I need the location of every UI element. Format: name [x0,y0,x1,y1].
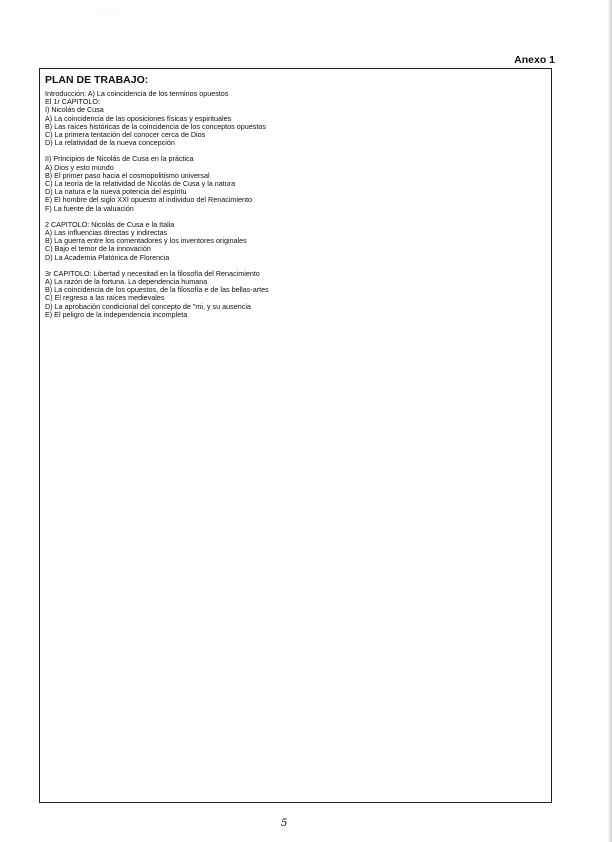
plan-line: D) La Academia Platónica de Florencia [45,252,170,262]
plan-line: El 1r CAPITOLO: [45,97,100,107]
plan-line: A) Las influencias directas y indirectas [45,228,168,238]
plan-box [39,68,552,803]
plan-line: B) La guerra entre los comentadores y los inventores originales [45,236,247,246]
plan-line: C) El regreso a las raíces medievales [45,293,165,303]
plan-line: B) Las raíces históricas de la coincidencia de los conceptos opuestos [45,121,266,131]
plan-line: B) La coincidencia de los opuestos, de la filosofía e de las bellas-artes [45,285,269,295]
plan-line: II) Principios de Nicolás de Cusa en la práctica [45,154,194,164]
plan-section-principles [45,155,545,212]
plan-section-chapter-2 [45,221,545,262]
page-number: 5 [281,818,288,829]
plan-line: D) La relatividad de la nueva concepción [45,138,175,148]
plan-section-chapter-3 [45,270,545,319]
plan-line: Introducción: A) La coincidencia de los terminos opuestos [45,89,229,98]
plan-line: A) La razón de la fortuna. La dependencia humana [45,277,208,287]
plan-line: 3r CAPITOLO: Libertad y necesitad en la filosofía del Renacimiento [45,268,260,278]
annex-label: Anexo 1 [514,54,555,66]
plan-line: F) La fuente de la valuación [45,203,134,213]
plan-section-introduction [45,90,545,147]
plan-line: C) La primera tentación del conocer cerca de Dios [45,130,206,140]
faint-bleed-through-mark: · · · [96,8,119,17]
scan-shadow-edge [608,0,612,842]
plan-line: B) El primer paso hacia el cosmopolitismo universal [45,170,210,180]
plan-line: I) Nicolás de Cusa [45,105,104,115]
plan-line: D) La natura e la nueva potencia del espíritu [45,187,187,197]
plan-title: PLAN DE TRABAJO: [45,74,149,86]
plan-line: E) El peligro de la independencia incompleta [45,309,188,319]
plan-line: A) La coincidencia de las oposiciones físicas y espirituales [45,113,232,123]
plan-line: 2 CAPITOLO: Nicolás de Cusa e la Italia [45,219,175,229]
plan-line: C) La teoría de la relatividad de Nicolás de Cusa y la natura [45,179,236,189]
plan-line: C) Bajo el temor de la innovación [45,244,151,254]
plan-line: D) La aprobación condicional del concepto de "mi, y su ausencia [45,301,251,311]
plan-line: A) Dios y esto mundo [45,162,114,172]
plan-line: E) El hombre del siglo XXI opuesto al individuo del Renacimiento [45,195,252,205]
